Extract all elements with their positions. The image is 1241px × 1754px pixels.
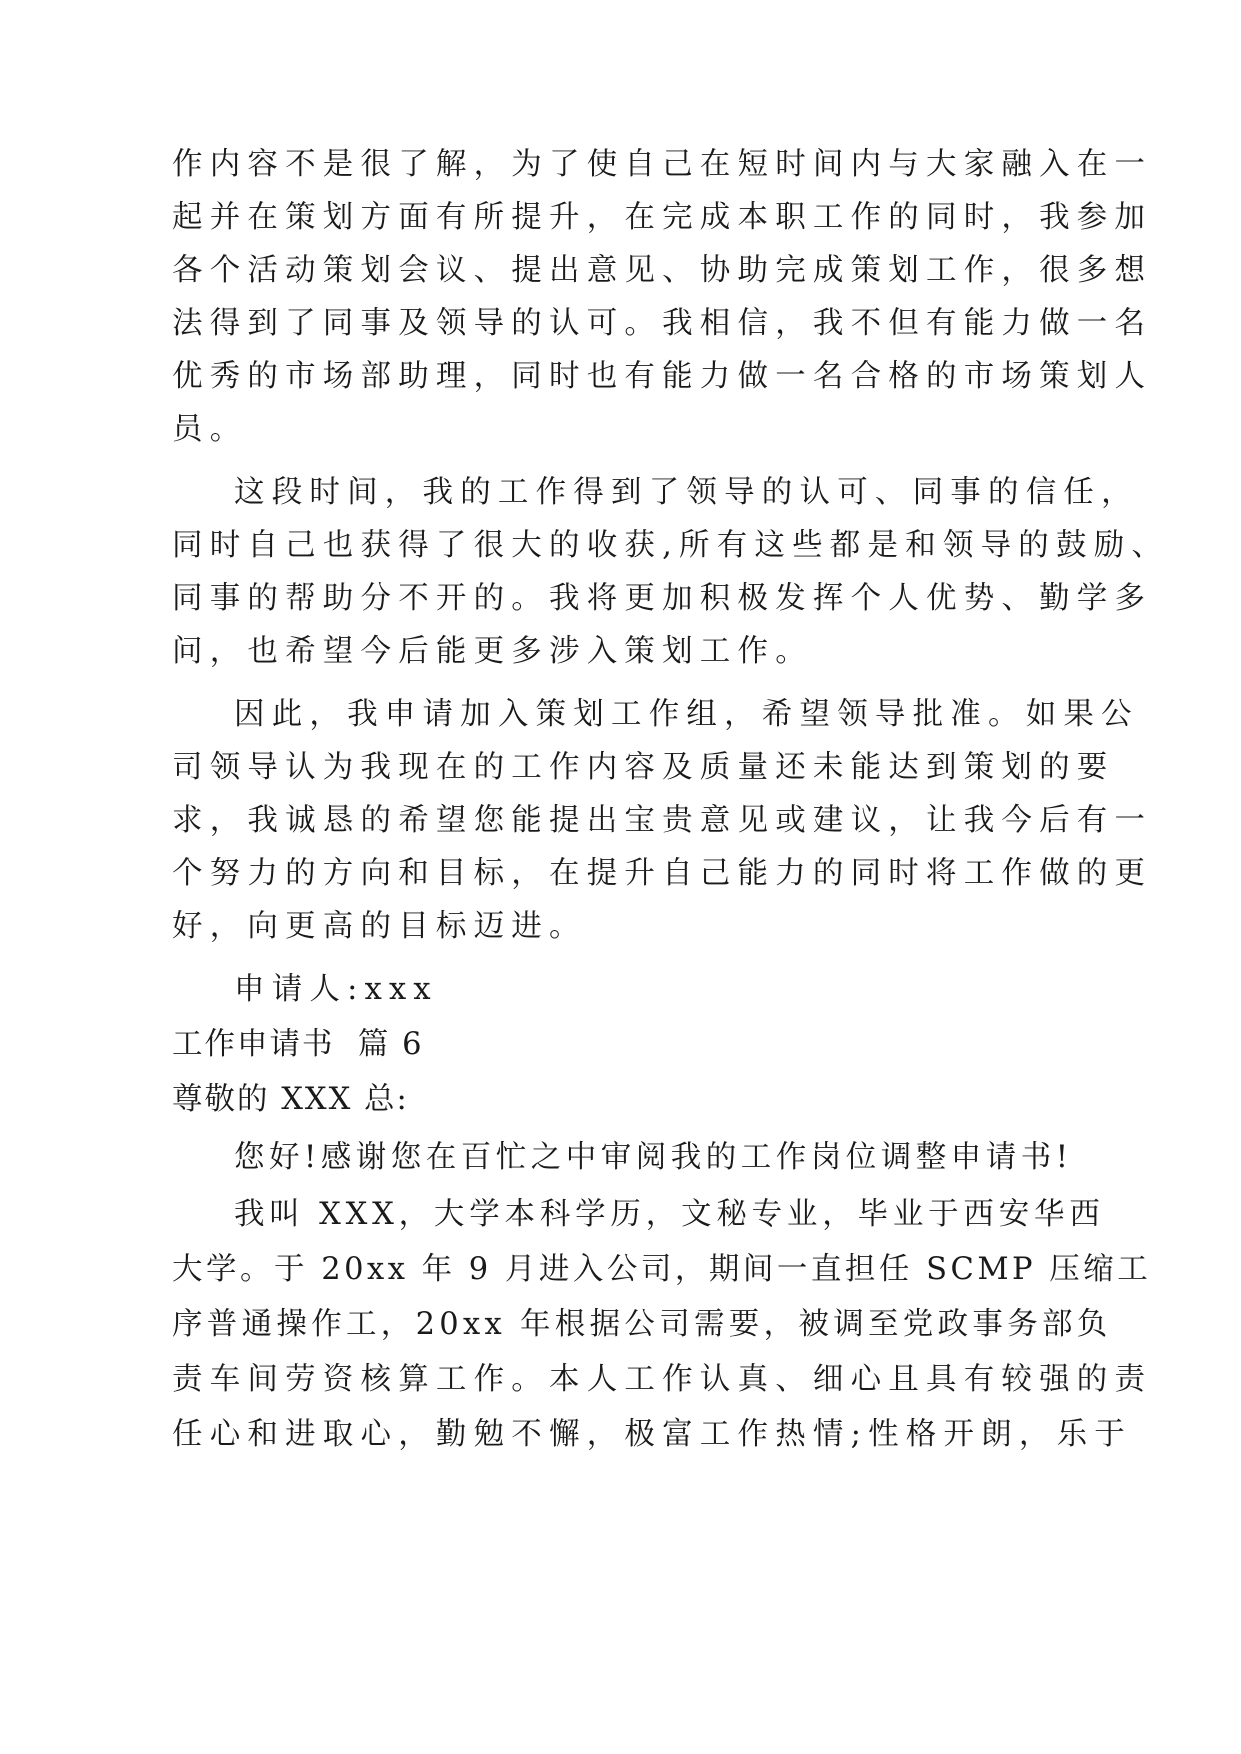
text-line: 优秀的市场部助理，同时也有能力做一名合格的市场策划人 — [172, 359, 1153, 394]
text-line: 同时自己也获得了很大的收获,所有这些都是和领导的鼓励、 — [172, 528, 1170, 563]
text-line: 任心和进取心，勤勉不懈，极富工作热情;性格开朗，乐于 — [172, 1417, 1132, 1452]
text-line: 责车间劳资核算工作。本人工作认真、细心且具有较强的责 — [172, 1362, 1153, 1397]
paragraph-start-line: 这段时间，我的工作得到了领导的认可、同事的信任， — [234, 475, 1139, 510]
text-line: 求，我诚恳的希望您能提出宝贵意见或建议，让我今后有一 — [172, 803, 1153, 838]
text-line: 各个活动策划会议、提出意见、协助完成策划工作，很多想 — [172, 253, 1153, 288]
text-line: 大学。于 20xx 年 9 月进入公司，期间一直担任 SCMP 压缩工 — [172, 1252, 1152, 1287]
text-line: 同事的帮助分不开的。我将更加积极发挥个人优势、勤学多 — [172, 581, 1153, 616]
text-line: 司领导认为我现在的工作内容及质量还未能达到策划的要 — [172, 750, 1115, 785]
text-line: 序普通操作工，20xx 年根据公司需要，被调至党政事务部负 — [172, 1307, 1112, 1342]
paragraph-start-line: 因此，我申请加入策划工作组，希望领导批准。如果公 — [234, 697, 1139, 732]
section-heading: 工作申请书 篇 6 — [172, 1027, 424, 1062]
salutation: 尊敬的 XXX 总: — [172, 1082, 409, 1117]
text-line: 问，也希望今后能更多涉入策划工作。 — [172, 634, 813, 669]
text-line: 个努力的方向和目标，在提升自己能力的同时将工作做的更 — [172, 856, 1153, 891]
greeting-line: 您好!感谢您在百忙之中审阅我的工作岗位调整申请书! — [234, 1140, 1073, 1175]
signature-line: 申请人:xxx — [234, 972, 438, 1007]
text-line: 起并在策划方面有所提升，在完成本职工作的同时，我参加 — [172, 200, 1153, 235]
text-line: 作内容不是很了解，为了使自己在短时间内与大家融入在一 — [172, 147, 1153, 182]
text-line: 法得到了同事及领导的认可。我相信，我不但有能力做一名 — [172, 306, 1153, 341]
text-line: 好，向更高的目标迈进。 — [172, 909, 587, 944]
paragraph-start-line: 我叫 XXX，大学本科学历，文秘专业，毕业于西安华西 — [234, 1197, 1105, 1232]
text-line: 员。 — [172, 412, 248, 447]
